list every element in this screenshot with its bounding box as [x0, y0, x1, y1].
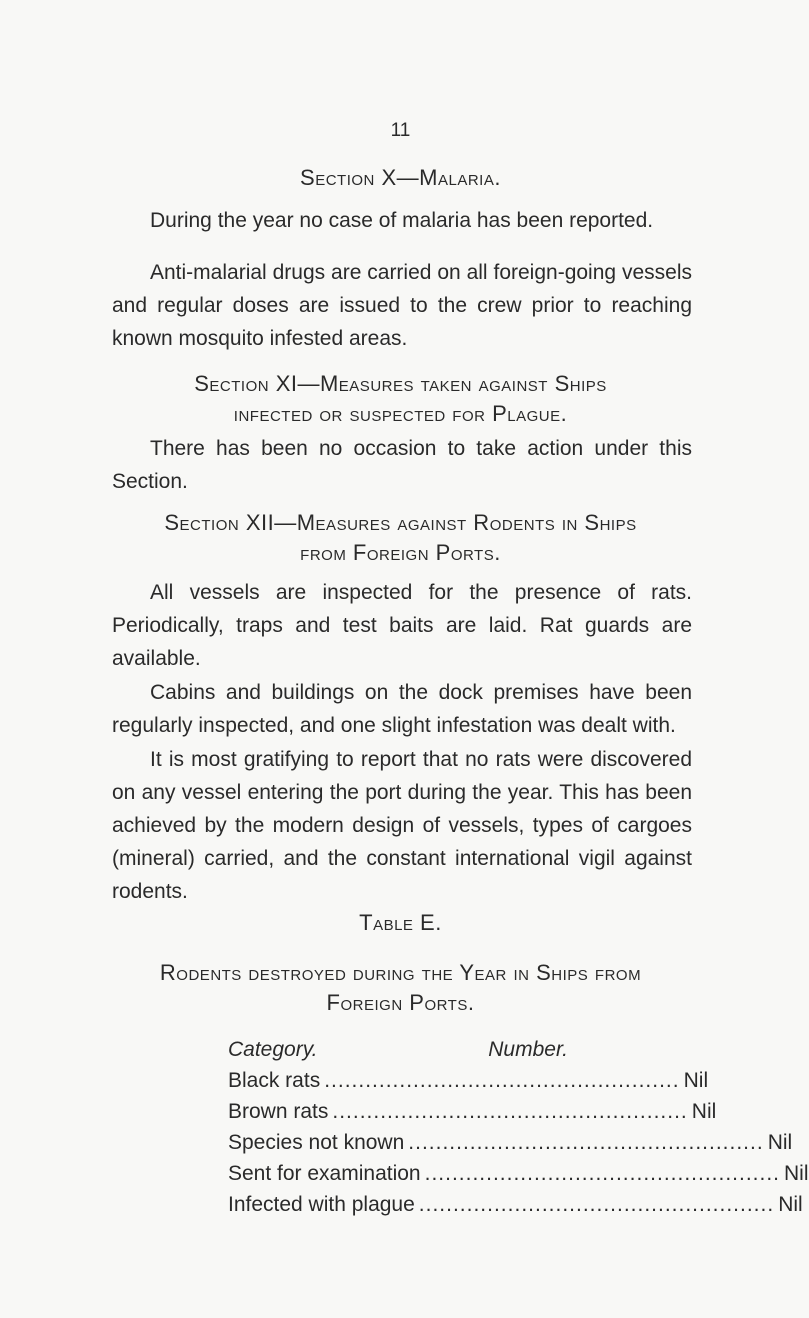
- table-e: [228, 1034, 809, 1220]
- dot-leader: ....................................................: [324, 1069, 680, 1092]
- table-header-row: [228, 1034, 568, 1065]
- row-number: Nil: [784, 1162, 809, 1185]
- row-number: Nil: [767, 1131, 793, 1154]
- section-xi-heading-line2: infected or suspected for Plague.: [233, 401, 568, 426]
- section-xii-heading-line1: Section XII—Measures against Rodents in Ships: [164, 510, 637, 535]
- column-header-number: Number.: [488, 1038, 568, 1061]
- row-number: Nil: [778, 1193, 803, 1216]
- row-category: Black rats: [228, 1069, 321, 1092]
- dot-leader: ....................................................: [424, 1162, 781, 1185]
- table-row: [228, 1127, 793, 1158]
- section-xi-heading-line1: Section XI—Measures taken against Ships: [194, 371, 607, 396]
- section-xii-paragraph-2: Cabins and buildings on the dock premises have been regularly inspected, and one slight infestation was dealt with.: [112, 681, 692, 737]
- table-e-caption-line2: Foreign Ports.: [326, 990, 475, 1015]
- section-xii-heading-line2: from Foreign Ports.: [300, 540, 501, 565]
- row-number: Nil: [691, 1100, 717, 1123]
- table-e-caption-line1: Rodents destroyed during the Year in Ships from: [159, 960, 642, 985]
- page-number: 11: [390, 120, 411, 141]
- section-x-paragraph-2: Anti-malarial drugs are carried on all foreign-going vessels and regular doses are issued to the crew prior to reaching known mosquito infested areas.: [112, 261, 692, 350]
- row-number: Nil: [683, 1069, 709, 1092]
- row-category: Sent for examination: [228, 1162, 421, 1185]
- dot-leader: ....................................................: [408, 1131, 764, 1154]
- dot-leader: ....................................................: [332, 1100, 688, 1123]
- row-category: Brown rats: [228, 1100, 329, 1123]
- column-header-category: Category.: [228, 1038, 318, 1061]
- section-x-heading: Section X—Malaria.: [300, 165, 501, 190]
- section-xi-paragraph-1: There has been no occasion to take action under this Section.: [112, 437, 692, 493]
- section-x-paragraph-1: During the year no case of malaria has been reported.: [150, 209, 654, 232]
- section-xii-paragraph-1: All vessels are inspected for the presence of rats. Periodically, traps and test baits are laid. Rat guards are available.: [112, 581, 692, 670]
- table-e-title: Table E.: [359, 910, 442, 935]
- row-category: Infected with plague: [228, 1193, 415, 1216]
- table-row: [228, 1096, 717, 1127]
- table-row: [228, 1189, 803, 1220]
- dot-leader: ....................................................: [418, 1193, 775, 1216]
- row-category: Species not known: [228, 1131, 405, 1154]
- section-xii-paragraph-3: It is most gratifying to report that no rats were discovered on any vessel entering the port during the year. This has been achieved by the modern design of vessels, types of cargoes (mineral) carried, and the constant international vigil against rodents.: [112, 748, 692, 903]
- table-row: [228, 1158, 809, 1189]
- table-row: [228, 1065, 709, 1096]
